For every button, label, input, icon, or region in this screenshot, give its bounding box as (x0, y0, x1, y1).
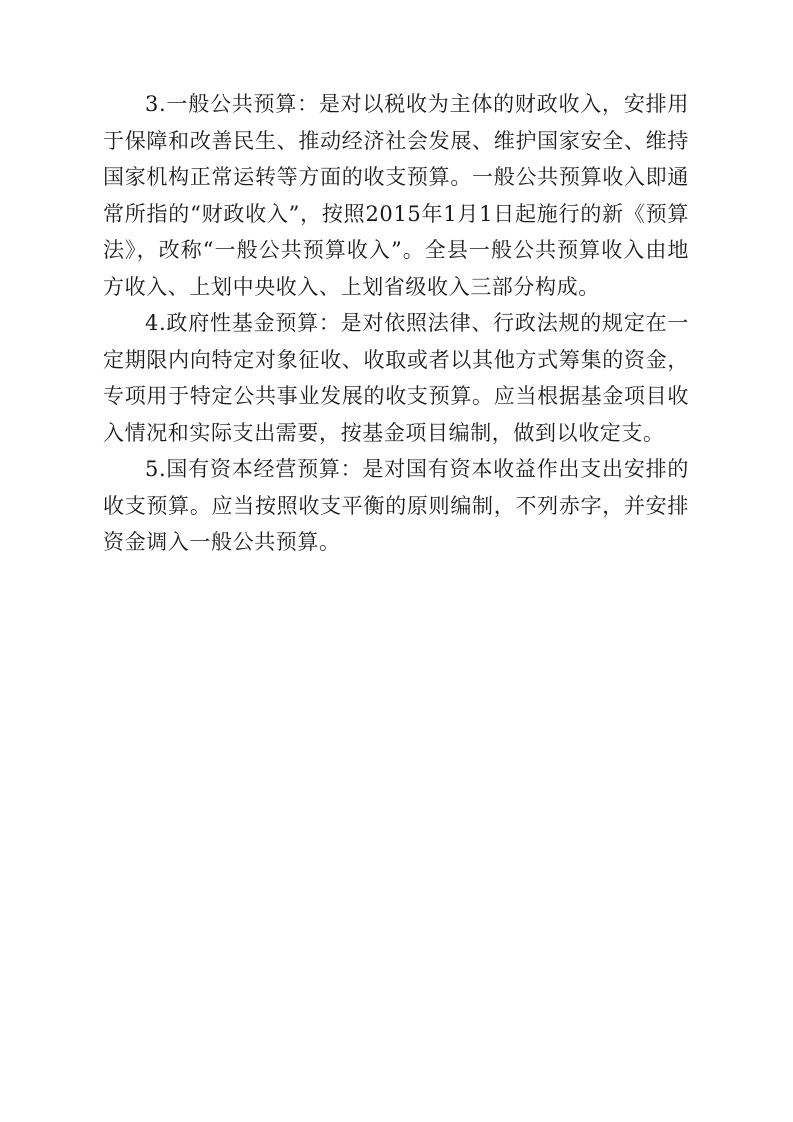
paragraph-state-capital-budget: 5.国有资本经营预算：是对国有资本收益作出支出安排的收支预算。应当按照收支平衡的原则编制，不列赤字，并安排资金调入一般公共预算。 (103, 457, 689, 554)
paragraph-general-public-budget: 3.一般公共预算：是对以税收为主体的财政收入，安排用于保障和改善民生、推动经济社会发展、维护国家安全、维持国家机构正常运转等方面的收支预算。一般公共预算收入即通常所指的“财政收入”，按照2015年1月1日起施行的新《预算法》，改称“一般公共预算收入”。全县一般公共预算收入由地方收入、上划中央收入、上划省级收入三部分构成。 (103, 92, 689, 299)
paragraph-government-fund-budget: 4.政府性基金预算：是对依照法律、行政法规的规定在一定期限内向特定对象征收、收取或者以其他方式筹集的资金，专项用于特定公共事业发展的收支预算。应当根据基金项目收入情况和实际支出需要，按基金项目编制，做到以收定支。 (103, 311, 689, 445)
document-body (103, 86, 689, 561)
